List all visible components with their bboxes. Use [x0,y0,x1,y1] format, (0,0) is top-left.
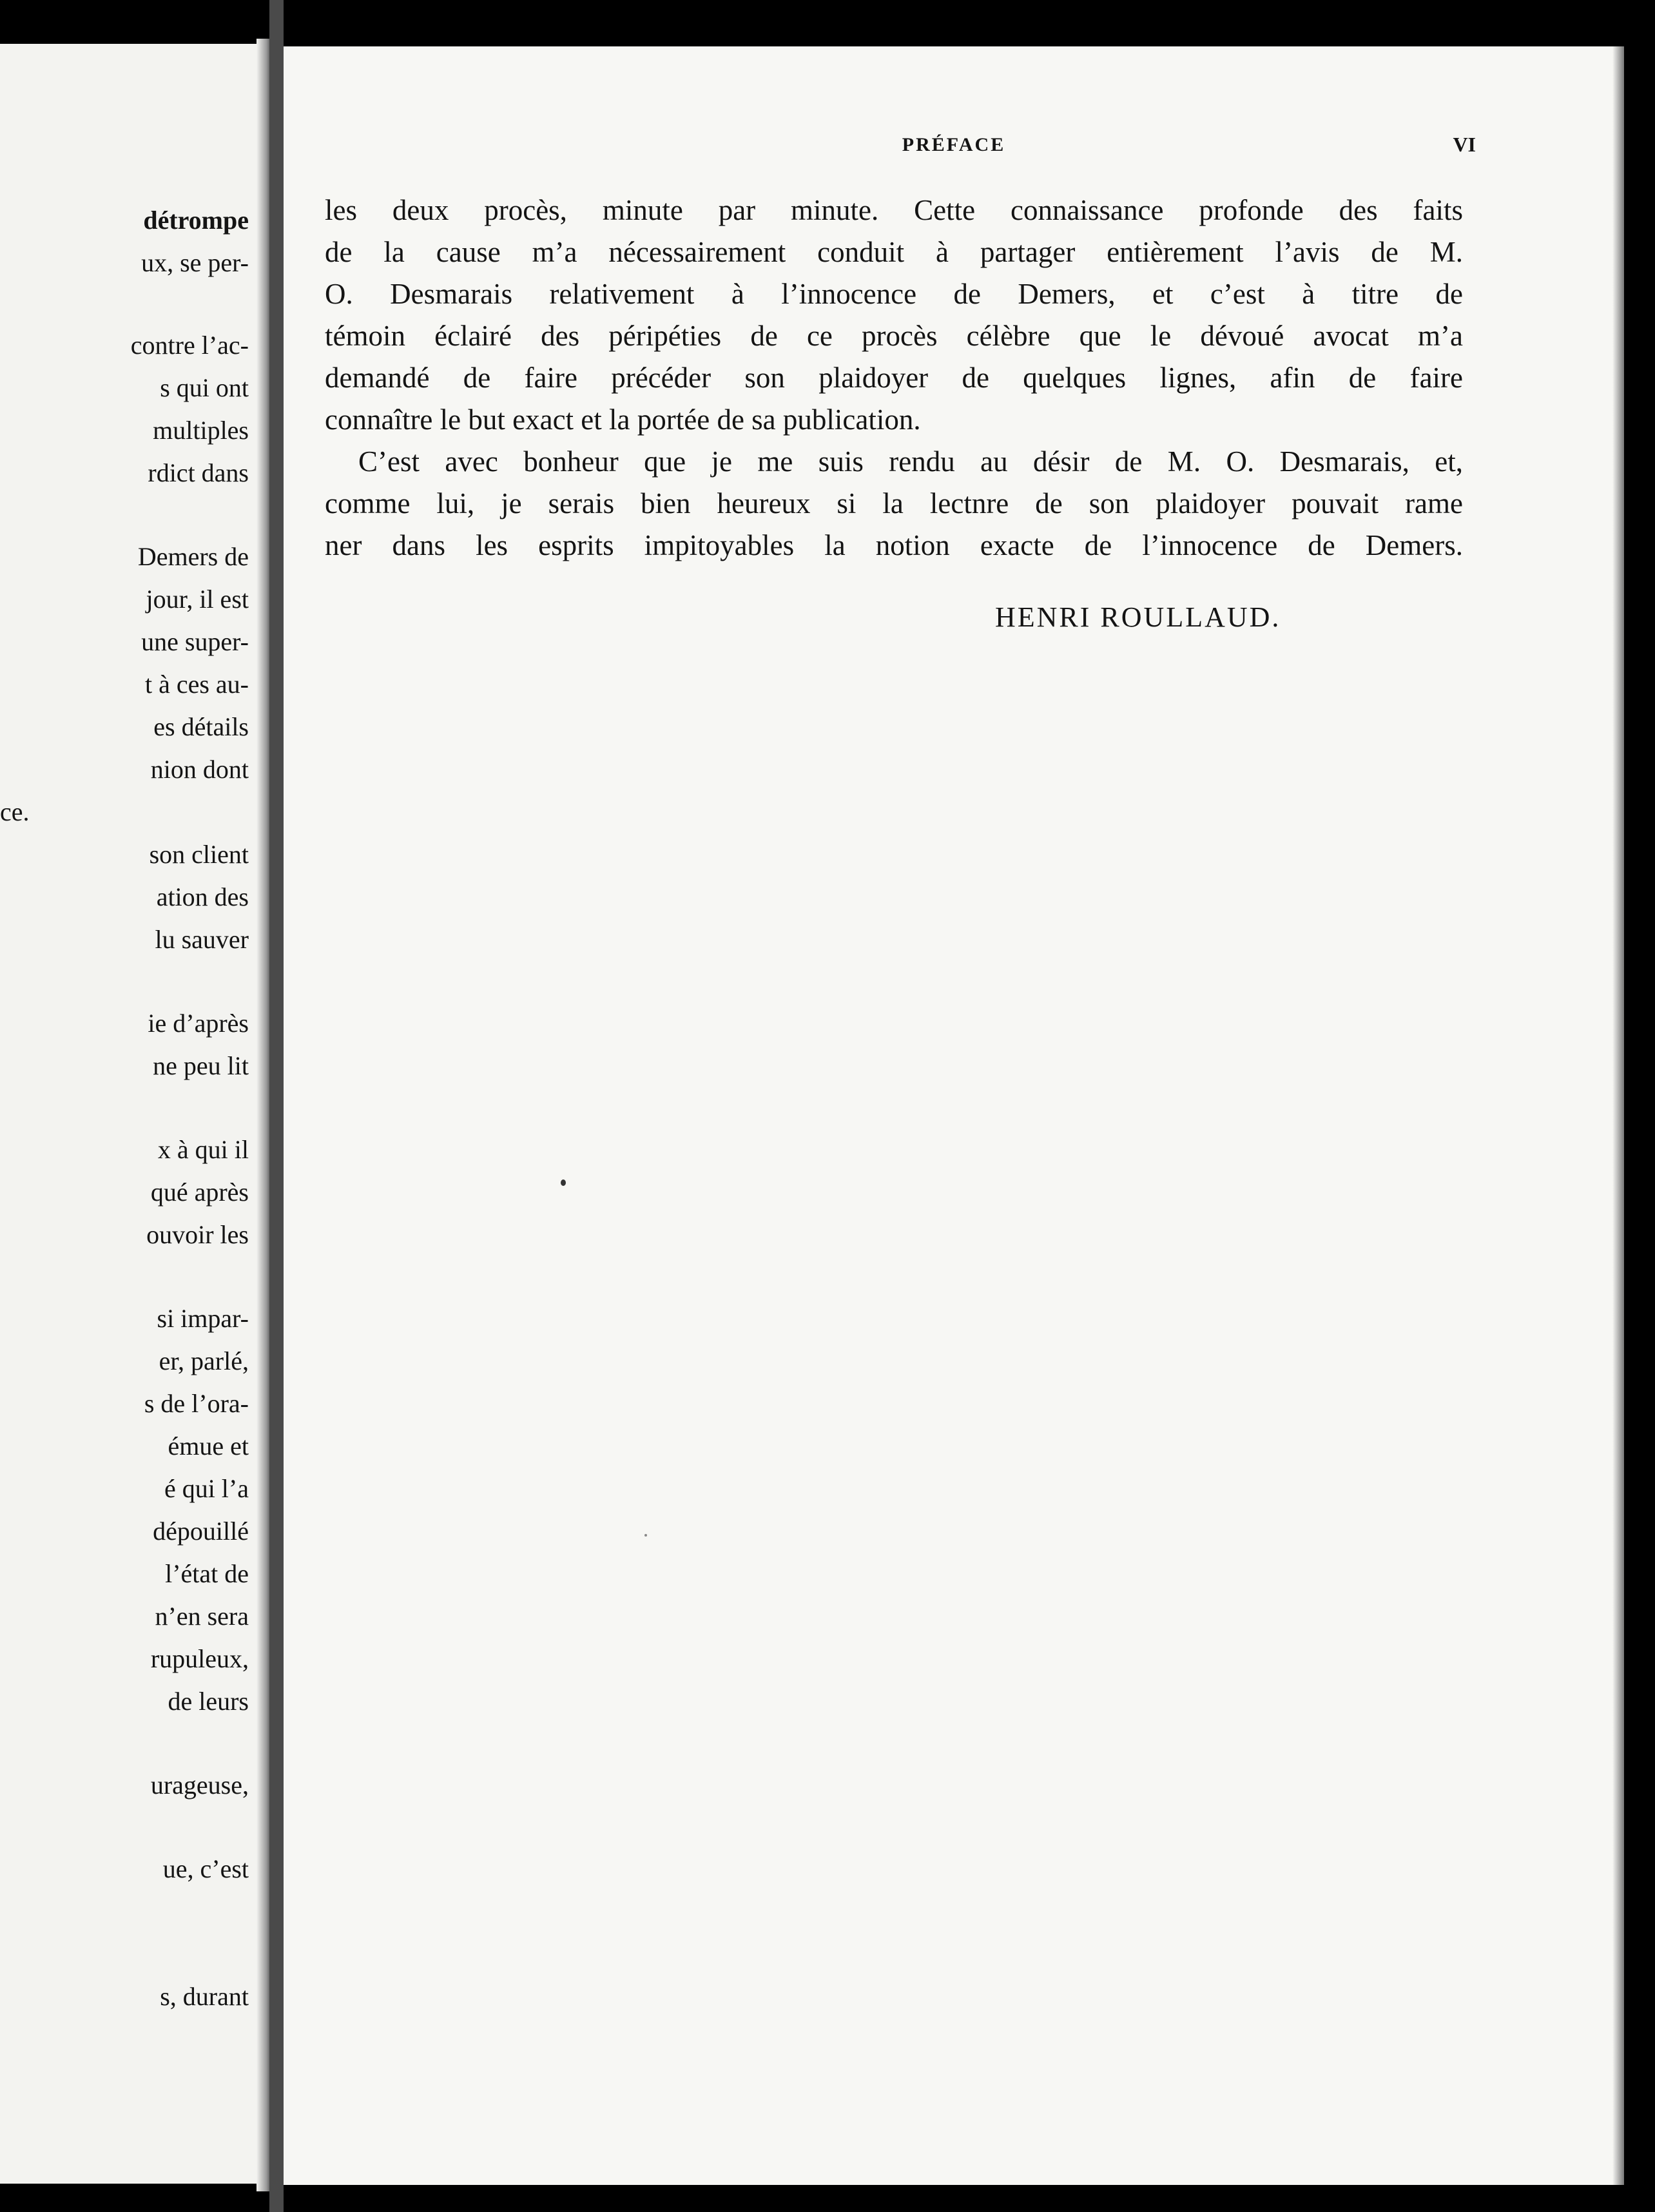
right-page [284,46,1624,2185]
page-number: VI [1453,133,1476,156]
left-line: ce. [0,797,30,826]
book-gutter [269,0,284,2212]
left-line: ne peu lit [153,1051,249,1080]
text-line: demandé de faire précéder son plaidoyer de quelques lignes, afin de faire [325,362,1463,394]
left-line: son client [149,840,249,869]
paragraph [325,189,1463,441]
left-line: ie d’après [148,1009,249,1038]
text-line: C’est avec bonheur que je me suis rendu au désir de M. O. Desmarais, et, [358,445,1463,478]
left-line: s, durant [160,1982,249,2011]
left-line: Demers de [137,542,249,571]
text-line: ner dans les esprits impitoyables la notion exacte de l’innocence de Demers. [325,529,1463,561]
scan-speck [644,1534,647,1537]
left-line: é qui l’a [164,1474,249,1503]
left-line: er, parlé, [159,1346,249,1375]
running-head: PRÉFACE [902,134,1006,155]
left-line: rdict dans [148,458,249,487]
author-signature: HENRI ROULLAUD. [995,601,1281,633]
scan-speck [561,1179,566,1186]
left-line: émue et [168,1431,249,1460]
left-line: l’état de [165,1559,249,1588]
left-line: t à ces au- [144,670,249,699]
left-line: qué après [150,1178,249,1207]
text-line: connaître le but exact et la portée de sa publication. [325,403,921,436]
page-edge-shadow [1612,46,1624,2185]
preface-body [325,189,1463,567]
left-line: multiples [153,416,249,445]
left-line: rupuleux, [150,1644,249,1673]
text-line: O. Desmarais relativement à l’innocence de Demers, et c’est à titre de [325,278,1463,310]
text-line: de la cause m’a nécessairement conduit à partager entièrement l’avis de M. [325,236,1463,268]
left-line: contre l’ac- [130,331,249,360]
left-line: ation des [156,882,249,911]
left-line: s de l’ora- [144,1389,249,1418]
left-line: nion dont [150,755,249,784]
left-line: si impar- [157,1304,249,1333]
left-line: lu sauver [155,925,249,954]
text-line: les deux procès, minute par minute. Cette connaissance profonde des faits [325,194,1463,226]
left-line: s qui ont [160,373,249,402]
left-line: de leurs [168,1687,249,1716]
left-line: une super- [141,627,249,656]
left-line: urageuse, [150,1771,249,1800]
left-line: n’en sera [155,1602,249,1631]
left-line: ue, c’est [162,1854,249,1883]
left-line: ux, se per- [141,248,249,277]
left-line: jour, il est [146,585,249,614]
text-line: comme lui, je serais bien heureux si la lectnre de son plaidoyer pouvait rame [325,487,1463,519]
left-line: es détails [153,712,249,741]
left-line: x à qui il [157,1135,249,1164]
paragraph [325,441,1463,567]
left-line: dépouillé [153,1517,249,1546]
left-line: ouvoir les [146,1220,249,1249]
left-page-fragment [0,44,269,2184]
left-line: détrompe [143,206,249,235]
text-line: témoin éclairé des péripéties de ce procès célèbre que le dévoué avocat m’a [325,320,1463,352]
scan-border-top [0,0,1655,44]
